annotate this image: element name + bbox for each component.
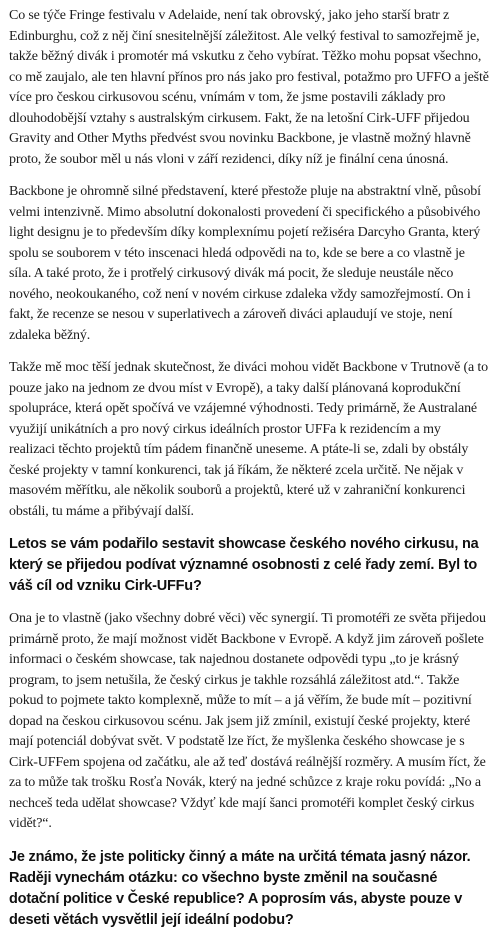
paragraph-synergy: Ona je to vlastně (jako všechny dobré věci) věc synergií. Ti promotéři ze světa přijedou primárně proto, že mají možnost vidět Backbone v Evropě. A když jim zároveň pošlete informaci o českém showcase, tak najednou dostanete odpovědi typu „to je krásný program, to jsem netušila, že český cirkus je takhle rozsáhlá záležitost atd.“. Takže pokud to pojmete takto komplexně, může to mít – a já věřím, že bude mít – pozitivní dopad na českou cirkusovou scénu. Jak jsem již zmínil, existují české projekty, které mají potenciál dobývat svět. V podstatě lze říct, že myšlenka českého showcase je s Cirk-UFFem spojena od začátku, ale až teď dostává reálnější rozměry. A musím říct, že za to může tak trošku Rosťa Novák, který na jedné schůzce z kraje roku povídá: „No a nechceš teda udělat showcase? Vždyť kde mají šanci promotéři komplet český cirkus vidět?“. (9, 611, 486, 831)
paragraph-backbone: Backbone je ohromně silné představení, které přestože pluje na abstraktní vlně, působí velmi intenzivně. Mimo absolutní dokonalosti provedení či specifického a působivého light designu je to především díky komplexnímu pojetí režiséra Darcyho Granta, který spolu se souborem v této inscenaci hledá odpovědi na to, kde se bere a co vlastně je síla. A také proto, že i protřelý cirkusový divák má pocit, že sleduje neustále něco nového, neokoukaného, což není v novém cirkuse zdaleka vždy samozřejmostí. On i fakt, že recenze se nesou v superlativech a zároveň diváci aplaudují ve stoje, není zdaleka běžný. (9, 184, 481, 343)
question-subsidy-policy: Je známo, že jste politicky činný a máte na určitá témata jasný názor. Raději vynechám otázku: co všechno byste změnil na současné dotační politice v České republice? A poprosím vás, abyste pouze v deseti větách vysvětlil její ideální podobu? (9, 848, 471, 928)
paragraph-fringe-festival: Co se týče Fringe festivalu v Adelaide, není tak obrovský, jako jeho starší bratr z Edinburghu, což z něj činí snesitelnější záležitost. Ale velký festival to samozřejmě je, takže běžný divák i promotér má vskutku z čeho vybírat. Těžko mohu popsat všechno, co mě zaujalo, ale ten hlavní přínos pro nás jako pro festival, potažmo pro UFFO a ještě více pro českou cirkusovou scénu, vnímám v tom, že jsme postavili základy pro dlouhodobější vztahy s australským cirkusem. Fakt, že na letošní Cirk-UFF přijedou Gravity and Other Myths předvést svou novinku Backbone, je vlastně možný hlavně proto, že soubor měl u nás vloni v září rezidenci, díky níž je finální cena únosná. (9, 8, 489, 167)
question-showcase: Letos se vám podařilo sestavit showcase českého nového cirkusu, na který se přijedou podívat významné osobnosti z celé řady zemí. Byl to váš cíl od vzniku Cirk-UFFu? (9, 536, 479, 594)
paragraph-trutnov: Takže mě moc těší jednak skutečnost, že diváci mohou vidět Backbone v Trutnově (a to pouze jako na jednom ze dvou míst v Evropě), a taky další plánovaná koprodukční spolupráce, která opět spočívá ve vzájemné výhodnosti. Tedy primárně, že Australané využijí unikátních a pro nový cirkus ideálních prostor UFFa k rezidencím a my realizaci těchto projektů tím pádem finančně uneseme. A ptáte-li se, zdali by obstály české projekty v tamní konkurenci, tak já říkám, že některé zcela určitě. Ne nějak v masovém měřítku, ale několik souborů a projektů, které už v zahraniční konkurenci obstáli, tu máme a přibývají další. (9, 360, 489, 519)
